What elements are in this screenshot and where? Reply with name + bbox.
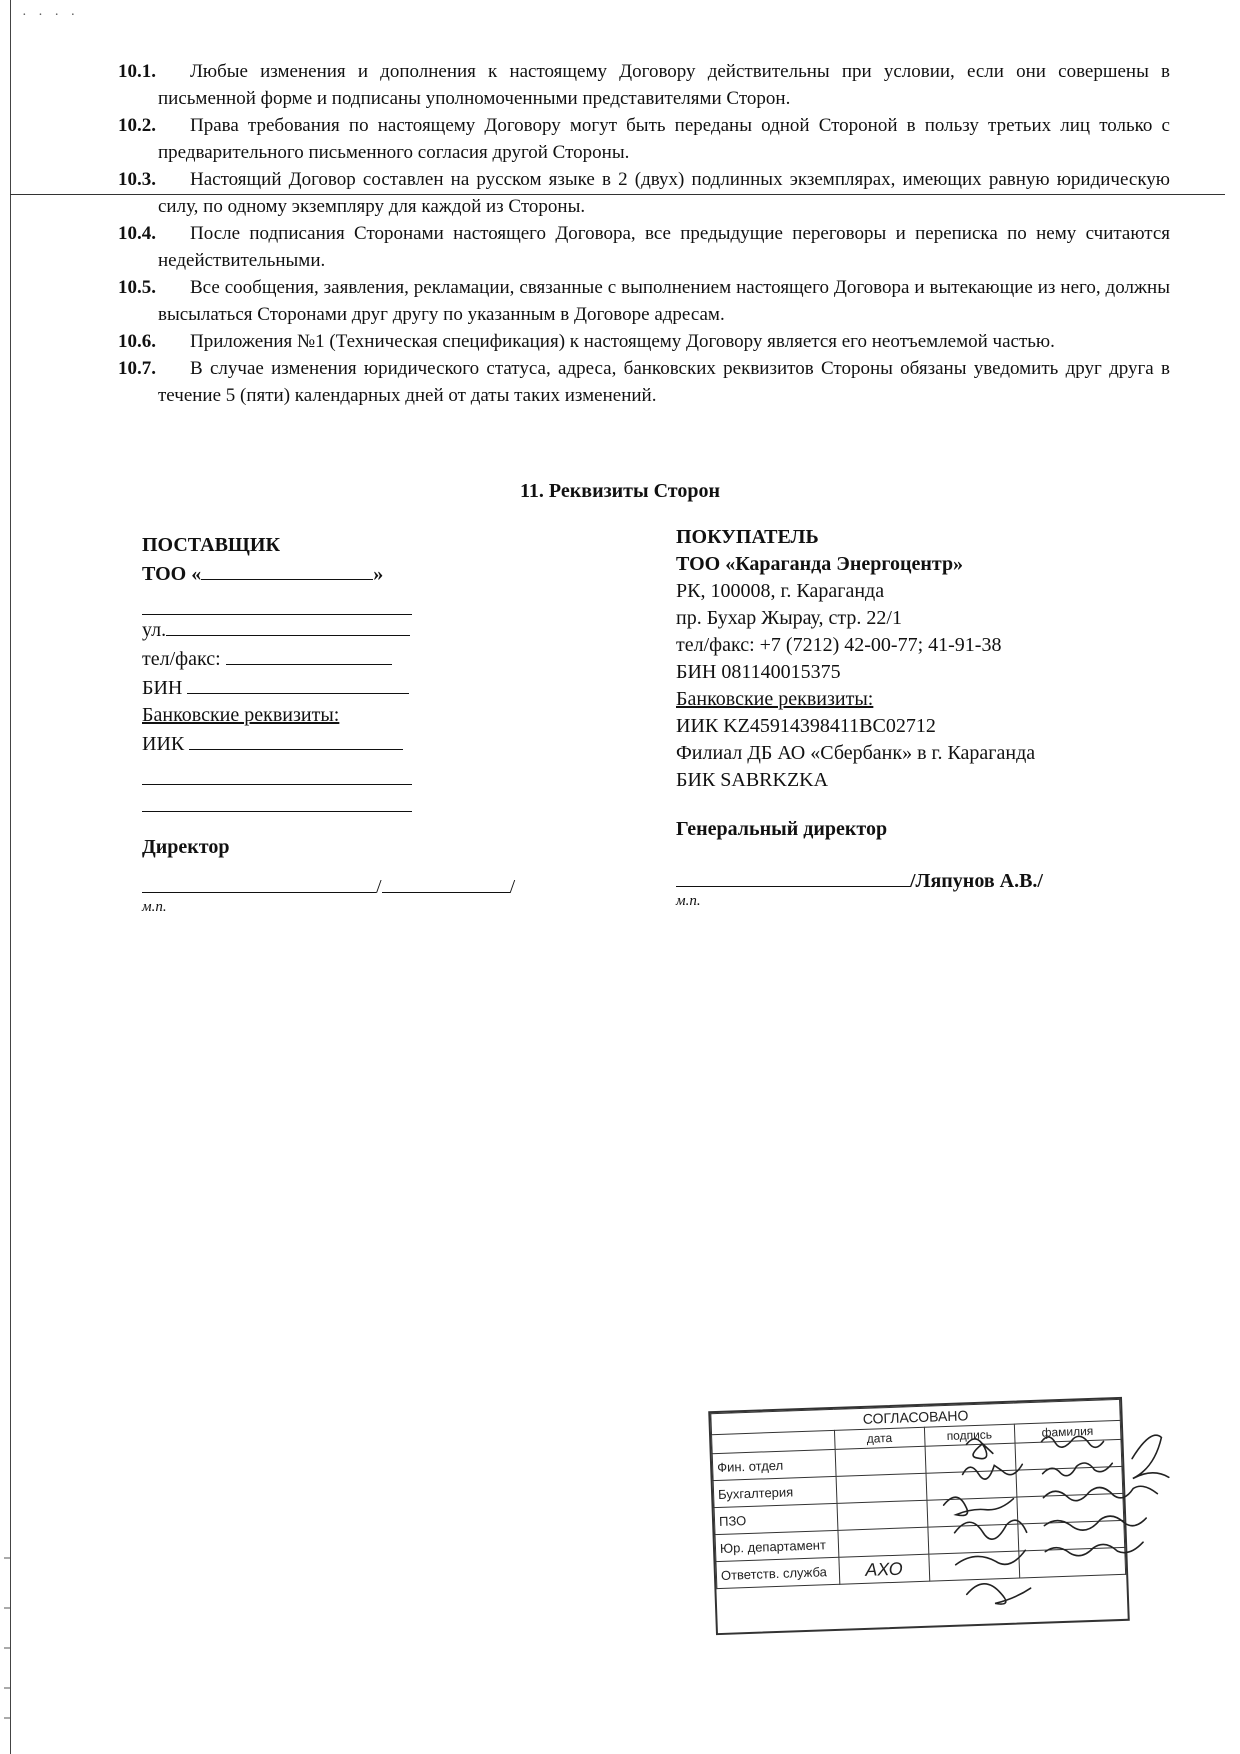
sig-separator: / — [509, 876, 516, 898]
buyer-role: Генеральный директор — [676, 818, 888, 840]
clause-text: Приложения №1 (Техническая спецификация) к настоящему Договору является его неотъемлемой частью. — [190, 331, 1055, 352]
signature-scribble — [966, 1582, 1031, 1605]
buyer-iik: ИИК KZ45914398411BC02712 — [676, 715, 936, 737]
supplier-org-prefix: ТОО « — [142, 563, 202, 585]
supplier-iik-line — [142, 729, 442, 758]
supplier-blank-line — [142, 758, 412, 785]
signature-scribble — [1043, 1486, 1157, 1502]
clause-text: В случае изменения юридического статуса, адреса, банковских реквизитов Стороны обязаны уведомить друг друга в течение 5 (пяти) календарных дней от даты таких изменений. — [158, 358, 1170, 406]
supplier-bin-label: БИН — [142, 677, 183, 699]
supplier-details — [142, 532, 442, 861]
clause-number: 10.1. — [118, 61, 156, 82]
supplier-bank-label: Банковские реквизиты: — [142, 704, 340, 726]
supplier-bin-line — [142, 673, 442, 702]
buyer-bank-label: Банковские реквизиты: — [676, 688, 874, 710]
clause-number: 10.6. — [118, 331, 156, 352]
clause-number: 10.3. — [118, 169, 156, 190]
stamp-row-label: Бухгалтерия — [713, 1476, 837, 1507]
signature-scribble — [1042, 1462, 1112, 1477]
buyer-signature-blank — [676, 866, 910, 887]
clause-10-3 — [118, 166, 1170, 220]
supplier-phone-label: тел/факс: — [142, 648, 221, 670]
buyer-bin: БИН 081140015375 — [676, 661, 841, 683]
scan-specks: · · · · — [22, 8, 80, 23]
buyer-org: ТОО «Караганда Энергоцентр» — [676, 553, 964, 575]
signature-scribble — [1044, 1515, 1146, 1532]
clause-text: Права требования по настоящему Договору могут быть переданы одной Стороной в пользу третьих лиц только с предварительного письменного согласия другой Стороны. — [158, 115, 1170, 163]
clause-10-1 — [118, 58, 1170, 112]
clauses-list — [118, 58, 1170, 409]
buyer-address-2: пр. Бухар Жырау, стр. 22/1 — [676, 607, 902, 629]
supplier-street-blank — [166, 615, 410, 636]
clause-text: Настоящий Договор составлен на русском языке в 2 (двух) подлинных экземплярах, имеющих равную юридическую силу, по одному экземпляру для каждой из Стороны. — [158, 169, 1170, 217]
supplier-heading: ПОСТАВЩИК — [142, 534, 280, 556]
signature-scribble — [1041, 1435, 1103, 1449]
scan-edge-line — [10, 0, 11, 1754]
supplier-org-line — [142, 559, 442, 588]
supplier-org-blank — [201, 559, 373, 580]
supplier-street-line — [142, 615, 442, 644]
stamp-resp-date: АХО — [839, 1554, 930, 1584]
clause-10-4 — [118, 220, 1170, 274]
supplier-street-label: ул. — [142, 619, 167, 641]
supplier-org-suffix: » — [373, 563, 384, 585]
clause-10-2 — [118, 112, 1170, 166]
supplier-bin-blank — [187, 673, 409, 694]
clause-10-6 — [118, 328, 1170, 355]
buyer-details — [676, 524, 1156, 843]
buyer-bank: Филиал ДБ АО «Сбербанк» в г. Караганда — [676, 742, 1036, 764]
clause-10-5 — [118, 274, 1170, 328]
stamp-header-date: дата — [834, 1427, 925, 1449]
clause-text: Любые изменения и дополнения к настоящему Договору действительны при условии, если они совершены в письменной форме и подписаны уполномоченными представителями Сторон. — [158, 61, 1170, 109]
approval-stamp — [708, 1397, 1130, 1635]
signature-scribble — [962, 1464, 1022, 1480]
clause-number: 10.2. — [118, 115, 156, 136]
buyer-stamp-place: м.п. — [676, 893, 701, 909]
buyer-phone: тел/факс: +7 (7212) 42-00-77; 41-91-38 — [676, 634, 1002, 656]
stamp-row-label: Фин. отдел — [712, 1449, 836, 1480]
stamp-header-sign: подпись — [924, 1424, 1015, 1446]
supplier-name-blank — [382, 872, 510, 893]
buyer-signatory: /Ляпунов А.В./ — [910, 870, 1043, 892]
signature-scribble — [1131, 1435, 1168, 1479]
clause-number: 10.4. — [118, 223, 156, 244]
signature-scribble — [943, 1495, 1014, 1516]
buyer-address-1: РК, 100008, г. Караганда — [676, 580, 885, 602]
stamp-row-label: Юр. департамент — [715, 1530, 839, 1561]
supplier-phone-blank — [226, 644, 392, 665]
supplier-role: Директор — [142, 836, 230, 858]
clause-text: Все сообщения, заявления, рекламации, связанные с выполнением настоящего Договора и вытекающие из него, должны высылаться Сторонами друг другу по указанным в Договоре адресам. — [158, 277, 1170, 325]
buyer-signature-line — [676, 866, 1043, 910]
signature-scribble — [955, 1550, 1025, 1566]
stamp-row-label: Ответств. служба — [716, 1557, 840, 1588]
supplier-stamp-place: м.п. — [142, 899, 167, 915]
clause-text: После подписания Сторонами настоящего Договора, все предыдущие переговоры и переписка по нему считаются недействительными. — [158, 223, 1170, 271]
signature-scribble — [1045, 1542, 1143, 1557]
supplier-phone-line — [142, 644, 442, 673]
stamp-row-label: ПЗО — [714, 1503, 838, 1534]
buyer-heading: ПОКУПАТЕЛЬ — [676, 526, 819, 548]
clause-number: 10.7. — [118, 358, 156, 379]
signature-scribble — [966, 1438, 993, 1459]
signature-scribble — [954, 1520, 1027, 1541]
scan-edge-marks — [4, 1548, 10, 1748]
supplier-iik-label: ИИК — [142, 733, 185, 755]
supplier-blank-line — [142, 785, 412, 812]
supplier-signature-blank — [142, 872, 376, 893]
supplier-iik-blank — [189, 729, 403, 750]
stamp-header-name: фамилия — [1014, 1420, 1121, 1443]
buyer-bik: БИК SABRKZKA — [676, 769, 829, 791]
sig-separator: / — [376, 876, 382, 898]
section-title: 11. Реквизиты Сторон — [520, 480, 720, 502]
supplier-blank-line — [142, 588, 412, 615]
clause-number: 10.5. — [118, 277, 156, 298]
handwritten-signatures — [710, 1397, 1189, 1673]
supplier-signature-line — [142, 872, 515, 916]
clause-10-7 — [118, 355, 1170, 409]
stamp-title: СОГЛАСОВАНО — [711, 1399, 1120, 1434]
